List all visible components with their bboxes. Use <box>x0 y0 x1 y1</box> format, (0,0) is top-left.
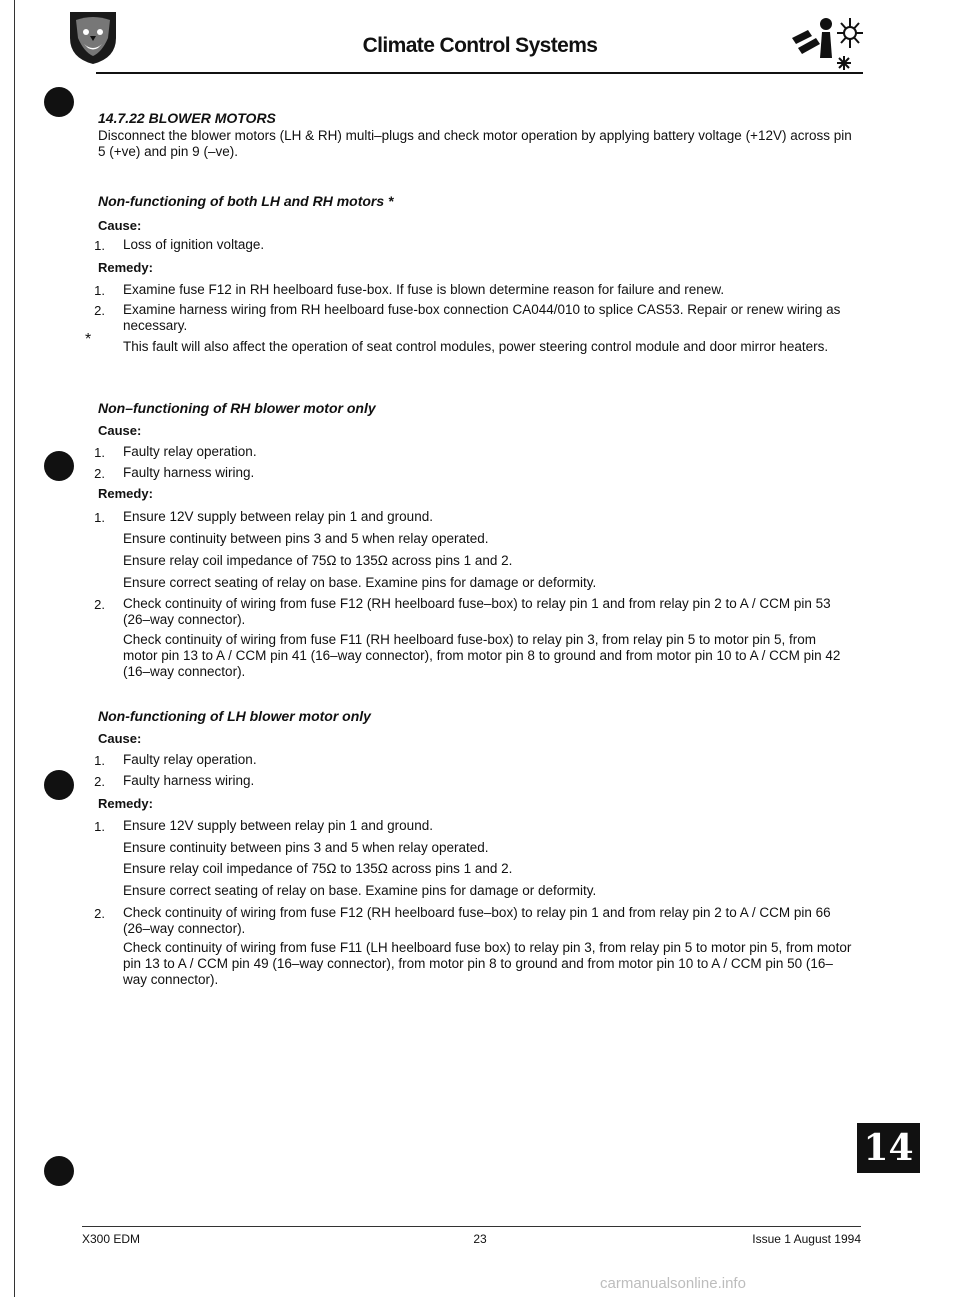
list-number: 1. <box>94 238 105 253</box>
list-number: 1. <box>94 510 105 525</box>
remedy-label: Remedy: <box>98 796 153 811</box>
footer-document-id: X300 EDM <box>82 1232 141 1246</box>
remedy-line: Ensure continuity between pins 3 and 5 when relay operated. <box>123 531 489 546</box>
watermark: carmanualsonline.info <box>600 1275 746 1292</box>
fault-heading: Non–functioning of RH blower motor only <box>98 400 376 416</box>
cause-item: Faulty relay operation. <box>123 444 257 459</box>
footnote-text: This fault will also affect the operation of seat control modules, power steering control module and door mirror heaters. <box>123 339 829 354</box>
cause-item: Faulty relay operation. <box>123 752 257 767</box>
cause-label: Cause: <box>98 218 142 233</box>
remedy-item: Examine harness wiring from RH heelboard fuse-box connection CA044/010 to splice CAS53. Repair or renew wiring as necessary. <box>123 302 841 333</box>
remedy-line: Ensure continuity between pins 3 and 5 when relay operated. <box>123 840 489 855</box>
remedy-line: Ensure correct seating of relay on base. Examine pins for damage or deformity. <box>123 575 597 590</box>
section-title: 14.7.22 BLOWER MOTORS <box>98 110 276 126</box>
remedy-line: Ensure relay coil impedance of 75Ω to 135Ω across pins 1 and 2. <box>123 861 513 876</box>
list-number: 1. <box>94 283 105 298</box>
list-number: 2. <box>94 774 105 789</box>
footer-divider <box>82 1226 861 1227</box>
intro-paragraph: Disconnect the blower motors (LH & RH) multi–plugs and check motor operation by applying battery voltage (+12V) across pin 5 (+ve) and pin 9 (–ve). <box>98 128 852 159</box>
binder-hole <box>44 770 74 800</box>
remedy-line: Ensure 12V supply between relay pin 1 and ground. <box>123 509 433 524</box>
remedy-line: Ensure relay coil impedance of 75Ω to 135Ω across pins 1 and 2. <box>123 553 513 568</box>
list-number: 1. <box>94 445 105 460</box>
remedy-line: Ensure correct seating of relay on base. Examine pins for damage or deformity. <box>123 883 597 898</box>
binder-hole <box>44 87 74 117</box>
list-number: 2. <box>94 597 105 612</box>
cause-item: Faulty harness wiring. <box>123 465 255 480</box>
cause-label: Cause: <box>98 731 142 746</box>
fault-heading: Non-functioning of both LH and RH motors * <box>98 193 394 209</box>
remedy-item: Check continuity of wiring from fuse F12 (RH heelboard fuse–box) to relay pin 1 and from relay pin 2 to A / CCM pin 53 (26–way connector). <box>123 596 831 627</box>
cause-item: Faulty harness wiring. <box>123 773 255 788</box>
fault-heading: Non-functioning of LH blower motor only <box>98 708 371 724</box>
climate-control-icon <box>786 8 866 72</box>
list-number: 1. <box>94 753 105 768</box>
list-number: 2. <box>94 303 105 318</box>
page-number: 23 <box>473 1232 487 1246</box>
footer-issue-date: Issue 1 August 1994 <box>752 1232 861 1246</box>
remedy-item: Examine fuse F12 in RH heelboard fuse-box. If fuse is blown determine reason for failure and renew. <box>123 282 725 297</box>
footnote-marker: * <box>85 331 92 348</box>
chapter-tab: 14 <box>857 1123 920 1173</box>
binder-hole <box>44 1156 74 1186</box>
list-number: 1. <box>94 819 105 834</box>
remedy-item: Check continuity of wiring from fuse F11 (RH heelboard fuse-box) to relay pin 3, from relay pin 5 to motor pin 5, from motor pin 13 to A / CCM pin 41 (16–way connector), from motor pin 8 to ground and from motor pin 10 to A / CCM pin 42 (16–way connector). <box>123 632 841 679</box>
binder-hole <box>44 451 74 481</box>
remedy-line: Ensure 12V supply between relay pin 1 and ground. <box>123 818 433 833</box>
page-title: Climate Control Systems <box>362 34 598 57</box>
header-divider <box>96 72 863 74</box>
remedy-label: Remedy: <box>98 260 153 275</box>
remedy-label: Remedy: <box>98 486 153 501</box>
cause-item: Loss of ignition voltage. <box>123 237 265 252</box>
remedy-item: Check continuity of wiring from fuse F11 (LH heelboard fuse box) to relay pin 3, from relay pin 5 to motor pin 5, from motor pin 13 to A / CCM pin 49 (16–way connector), from motor pin 8 to ground and from motor pin 10 to A / CCM pin 50 (16–way connector). <box>123 940 852 987</box>
remedy-item: Check continuity of wiring from fuse F12 (RH heelboard fuse–box) to relay pin 1 and from relay pin 2 to A / CCM pin 66 (26–way connector). <box>123 905 831 936</box>
left-margin-rule <box>14 0 15 1297</box>
cause-label: Cause: <box>98 423 142 438</box>
list-number: 2. <box>94 466 105 481</box>
list-number: 2. <box>94 906 105 921</box>
